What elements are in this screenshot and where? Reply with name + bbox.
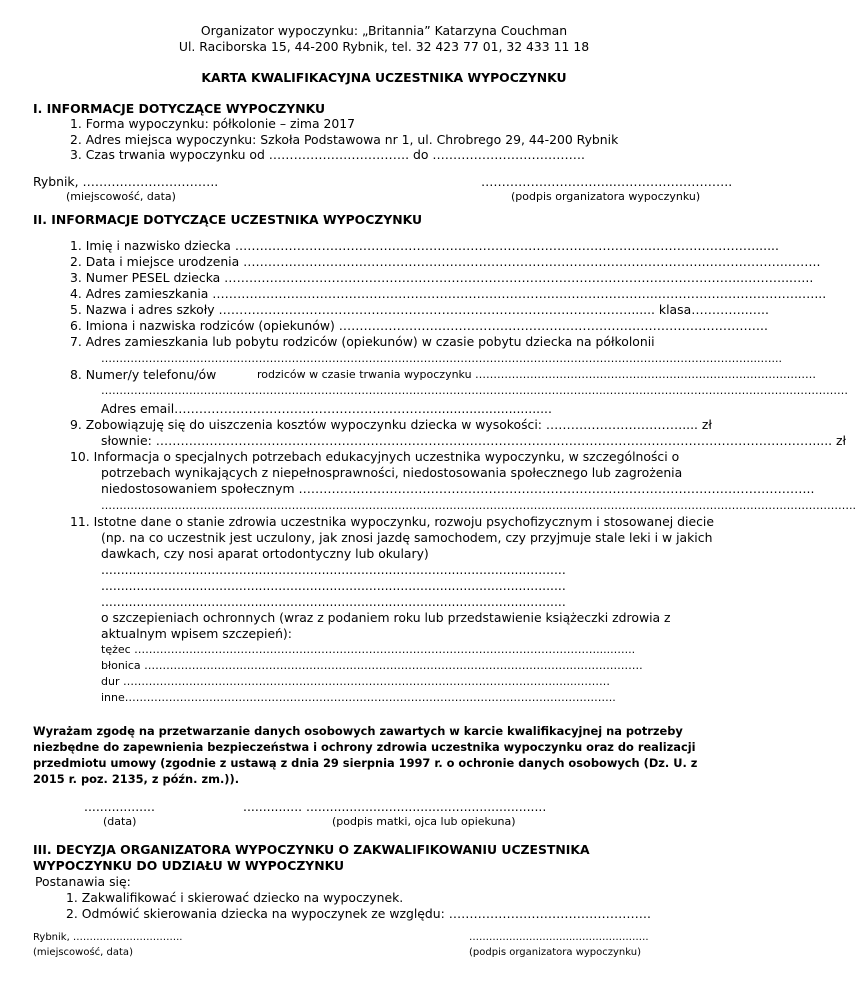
consent-signature-line[interactable]: ............... ............................................................. (243, 799, 547, 814)
consent-signature-caption: (podpis matki, ojca lub opiekuna) (332, 815, 516, 828)
section3-option-qualify: 1. Zakwalifikować i skierować dziecko na wypoczynek. (66, 890, 404, 905)
document-title: KARTA KWALIFIKACYJNA UCZESTNIKA WYPOCZYNKU (201, 70, 567, 85)
special-needs-label-2: potrzebach wynikających z niepełnosprawności, niedostosowania społecznego lub zagrożenia (101, 465, 683, 480)
section3-signature-line: …………………………..…………………. (469, 932, 649, 943)
section3-heading-2: WYPOCZYNKU DO UDZIAŁU W WYPOCZYNKU (33, 858, 345, 873)
phone-field-continued[interactable]: ………………………………………………………………………………………………………..…………..…..………………………………………………………… (101, 384, 848, 397)
home-address-field[interactable]: 4. Adres zamieszkania ……………………………………………………………………….……………………..……………………………..…... (70, 286, 827, 301)
pesel-field[interactable]: 3. Numer PESEL dziecka ……………………………………………………………………………………………………………...………...….. (70, 270, 814, 285)
health-info-label: 11. Istotne dane o stanie zdrowia uczestnika wypoczynku, rozwoju psychofizycznym i stosowanej diecie (70, 514, 714, 529)
cost-field[interactable]: 9. Zobowiązuję się do uiszczenia kosztów wypoczynku dziecka w wysokości: …………………………….... zł (70, 417, 712, 432)
section1-item-form: 1. Forma wypoczynku: półkolonie – zima 2017 (70, 116, 356, 131)
parents-address-field[interactable]: ……………………………………………………………………………………………………………………………………………………………...…... (101, 352, 782, 365)
section1-place-date-line: Rybnik, ……….………………….. (33, 174, 219, 189)
special-needs-label: 10. Informacja o specjalnych potrzebach edukacyjnych uczestnika wypoczynku, w szczególności o (70, 449, 680, 464)
section3-signature-caption: (podpis organizatora wypoczynku) (469, 947, 641, 958)
diphtheria-field[interactable]: błonica ………………………………………………………………………………………………………………………. (101, 659, 643, 672)
section1-signature-caption: (podpis organizatora wypoczynku) (511, 190, 701, 203)
consent-text-1: Wyrażam zgodę na przetwarzanie danych osobowych zawartych w karcie kwalifikacyjnej na potrzeby (33, 724, 683, 738)
section1-place-date-caption: (miejscowość, data) (66, 190, 176, 203)
section3-heading: III. DECYZJA ORGANIZATORA WYPOCZYNKU O ZAKWALIFIKOWANIU UCZESTNIKA (33, 842, 590, 857)
cost-in-words-field[interactable]: słownie: ……………………………………………………………………………………………………………………………………………..... zł (101, 433, 847, 448)
section1-heading: I. INFORMACJE DOTYCZĄCE WYPOCZYNKU (33, 101, 326, 116)
organizer-name: Organizator wypoczynku: „Britannia” Katarzyna Couchman (200, 23, 568, 38)
special-needs-field-continued[interactable]: …………………………………………………………………………………………………………………………………………………………………………………….. (101, 499, 856, 512)
section1-item-duration: 3. Czas trwania wypoczynku od ……………………………. do ………………………………. (70, 147, 585, 162)
parents-address-label: 7. Adres zamieszkania lub pobytu rodziców (opiekunów) w czasie pobytu dziecka na półkolonii (70, 334, 655, 349)
section1-item-location: 2. Adres miejsca wypoczynku: Szkoła Podstawowa nr 1, ul. Chrobrego 29, 44-200 Rybnik (70, 132, 619, 147)
vaccination-label: o szczepieniach ochronnych (wraz z podaniem roku lub przedstawienie książeczki zdrowia z (101, 610, 671, 625)
email-field[interactable]: Adres email……………………………………………………................................. (101, 401, 552, 416)
school-field[interactable]: 5. Nazwa i adres szkoły …………………………………………………………………….…………………...... klasa…………..….. (70, 302, 769, 317)
birth-date-place-field[interactable]: 2. Data i miejsce urodzenia ………………………………………………………………………………………………….………………..…….. (70, 254, 821, 269)
organizer-address: Ul. Raciborska 15, 44-200 Rybnik, tel. 32 423 77 01, 32 433 11 18 (178, 39, 590, 54)
phone-field[interactable]: rodziców w czasie trwania wypoczynku ………………………………………………………………………………… (257, 368, 817, 381)
consent-text-3: przedmiotu umowy (zgodnie z ustawą z dnia 29 sierpnia 1997 r. o ochronie danych osobowych (Dz. U. z (33, 756, 698, 770)
health-info-field-1[interactable]: ...................................................................................................................... (101, 562, 566, 577)
health-info-label-3: dawkach, czy nosi aparat ortodontyczny lub okulary) (101, 546, 429, 561)
section3-place-date-line: Rybnik, ……….………………….. (33, 932, 183, 943)
tetanus-field[interactable]: tężec ……………………………………………………………………………………………………………….....…... (101, 643, 636, 656)
section3-place-date-caption: (miejscowość, data) (33, 947, 133, 958)
child-name-field[interactable]: 1. Imię i nazwisko dziecka ………………………………………………………………………………………………………………...... (70, 238, 779, 253)
phone-label: 8. Numer/y telefonu/ów (70, 367, 217, 382)
health-info-field-3[interactable]: ...................................................................................................................... (101, 594, 566, 609)
consent-date-line[interactable]: .................. (84, 799, 155, 814)
special-needs-field[interactable]: niedostosowaniem społecznym …………………………………………………………………………………………………………….. (101, 481, 815, 496)
consent-text-4: 2015 r. poz. 2135, z późn. zm.)). (33, 772, 240, 786)
section3-option-refuse: 2. Odmówić skierowania dziecka na wypoczynek ze względu: …………………………………………. (66, 906, 651, 921)
vaccination-label-2: aktualnym wpisem szczepień): (101, 626, 292, 641)
consent-text-2: niezbędne do zapewnienia bezpieczeństwa i ochrony zdrowia uczestnika wypoczynku oraz do realizacji (33, 740, 696, 754)
section1-signature-line: …………………………..……………………….. (481, 174, 733, 189)
health-info-label-2: (np. na co uczestnik jest uczulony, jak znosi jazdę samochodem, czy przyjmuje stale leki i w jakich (101, 530, 713, 545)
typhoid-field[interactable]: dur ……………………………………………………………………………………………………….…...……… (101, 675, 610, 688)
health-info-field-2[interactable]: ...................................................................................................................... (101, 578, 566, 593)
other-vaccination-field[interactable]: inne…………………………………………………………………………………………………………………….. (101, 691, 616, 704)
section2-heading: II. INFORMACJE DOTYCZĄCE UCZESTNIKA WYPOCZYNKU (33, 212, 423, 227)
consent-date-caption: (data) (103, 815, 137, 828)
section3-resolves-label: Postanawia się: (35, 874, 131, 889)
parents-names-field[interactable]: 6. Imiona i nazwiska rodziców (opiekunów) ………………………………………………………………………………………….. (70, 318, 768, 333)
